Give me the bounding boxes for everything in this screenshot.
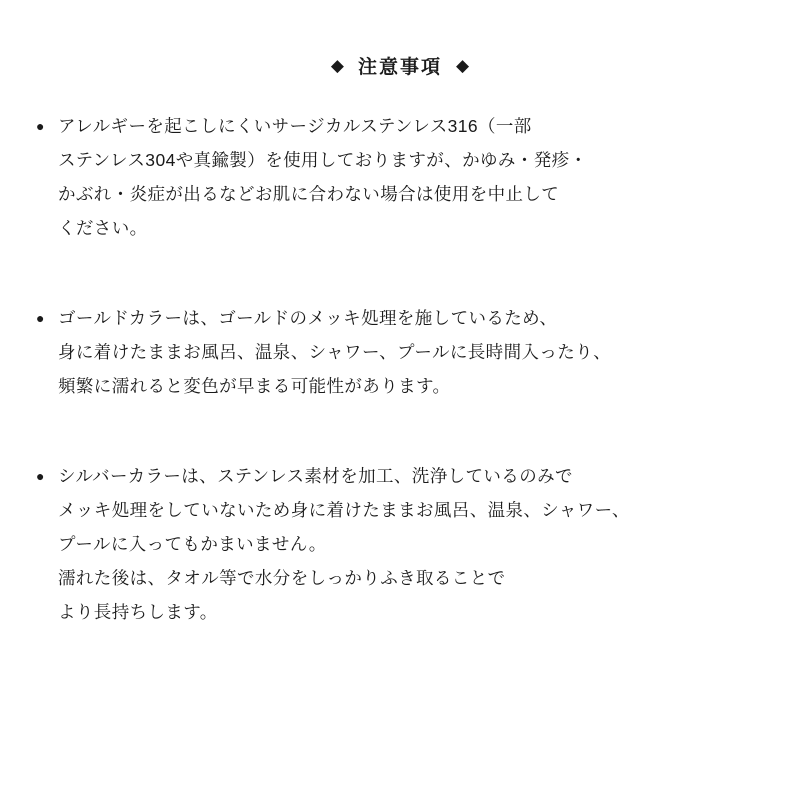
note-text	[58, 301, 766, 403]
note-line: 濡れた後は、タオル等で水分をしっかりふき取ることで	[58, 568, 506, 588]
note-line: プールに入ってもかまいません。	[58, 534, 327, 554]
notes-list	[0, 109, 800, 629]
bullet-icon: ●	[36, 118, 45, 134]
note-line: シルバーカラーは、ステンレス素材を加工、洗浄しているのみで	[58, 466, 573, 486]
bullet-icon: ●	[36, 310, 45, 326]
note-line: ください。	[58, 218, 148, 238]
page-title-text: 注意事項	[357, 57, 442, 78]
list-item	[34, 459, 766, 629]
diamond-left-icon: ◆	[330, 56, 344, 75]
note-text	[58, 459, 766, 629]
list-item	[34, 301, 766, 403]
note-line: より長持ちします。	[58, 602, 218, 622]
note-line: ゴールドカラーは、ゴールドのメッキ処理を施しているため、	[58, 308, 558, 328]
page-title	[0, 0, 800, 79]
note-line: かぶれ・炎症が出るなどお肌に合わない場合は使用を中止して	[58, 184, 560, 204]
note-line: 頻繁に濡れると変色が早まる可能性があります。	[58, 376, 451, 396]
diamond-right-icon: ◆	[456, 56, 470, 75]
note-line: メッキ処理をしていないため身に着けたままお風呂、温泉、シャワー、	[58, 500, 630, 520]
bullet-icon: ●	[36, 468, 45, 484]
note-text	[58, 109, 766, 245]
note-line: ステンレス304や真鍮製）を使用しておりますが、かゆみ・発疹・	[58, 150, 588, 170]
note-line: アレルギーを起こしにくいサージカルステンレス316（一部	[58, 116, 532, 136]
list-item	[34, 109, 766, 245]
note-line: 身に着けたままお風呂、温泉、シャワー、プールに長時間入ったり、	[58, 342, 611, 362]
